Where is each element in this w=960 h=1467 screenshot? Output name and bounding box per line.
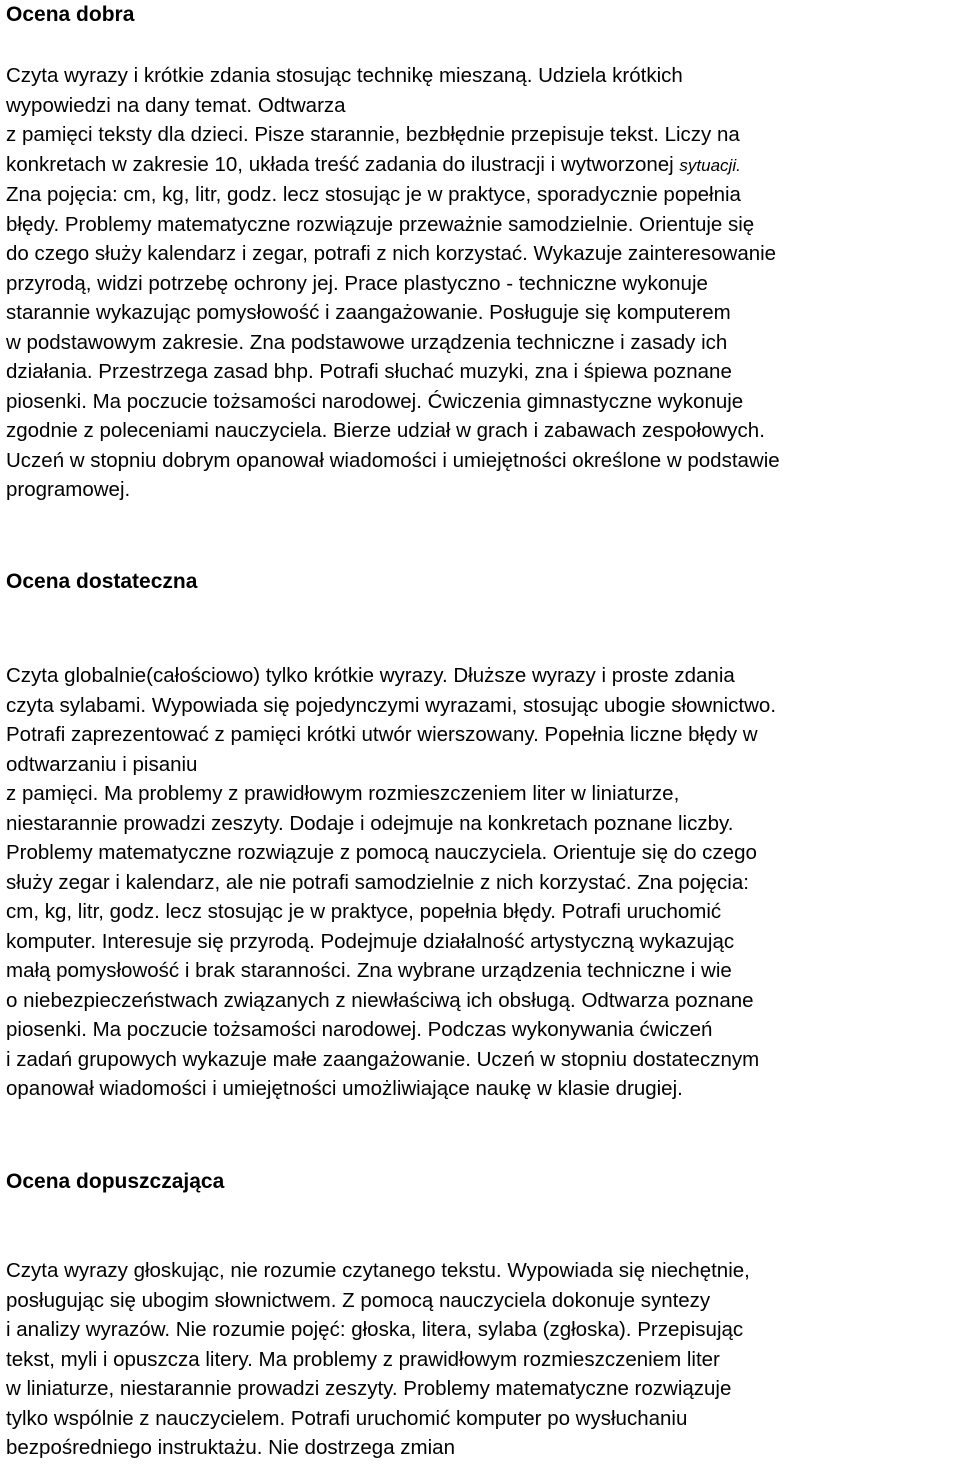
body-line: piosenki. Ma poczucie tożsamości narodowej. Ćwiczenia gimnastyczne wykonuje [6, 389, 744, 413]
section-body [6, 61, 956, 505]
body-line: tylko wspólnie z nauczycielem. Potrafi uruchomić komputer po wysłuchaniu [6, 1406, 688, 1430]
body-line: tekst, myli i opuszcza litery. Ma problemy z prawidłowym rozmieszczeniem liter [6, 1347, 720, 1371]
section-body [6, 661, 956, 1104]
body-line: i zadań grupowych wykazuje małe zaangażowanie. Uczeń w stopniu dostatecznym [6, 1047, 760, 1071]
body-line: Czyta globalnie(całościowo) tylko krótkie wyrazy. Dłuższe wyrazy i proste zdania [6, 664, 735, 687]
body-line: Uczeń w stopniu dobrym opanował wiadomości i umiejętności określone w podstawie [6, 448, 780, 472]
body-line: komputer. Interesuje się przyrodą. Podejmuje działalność artystyczną wykazując [6, 929, 735, 953]
body-line: Czyta wyrazy głoskując, nie rozumie czytanego tekstu. Wypowiada się niechętnie, [6, 1259, 750, 1282]
section-heading: Ocena dobra [6, 3, 135, 26]
body-line: piosenki. Ma poczucie tożsamości narodowej. Podczas wykonywania ćwiczeń [6, 1018, 713, 1041]
body-line: i analizy wyrazów. Nie rozumie pojęć: głoska, litera, sylaba (zgłoska). Przepisując [6, 1318, 744, 1341]
body-line: cm, kg, litr, godz. lecz stosując je w praktyce, popełnia błędy. Potrafi uruchomić [6, 900, 722, 923]
body-line: zgodnie z poleceniami nauczyciela. Bierze udział w grach i zabawach zespołowych. [6, 419, 765, 442]
body-line: przyrodą, widzi potrzebę ochrony jej. Prace plastyczno - techniczne wykonuje [6, 271, 708, 295]
body-line: o niebezpieczeństwach związanych z niewłaściwą ich obsługą. Odtwarza poznane [6, 988, 754, 1012]
section-heading: Ocena dopuszczająca [6, 1170, 225, 1193]
body-line: starannie wykazując pomysłowość i zaangażowanie. Posługuje się komputerem [6, 301, 731, 324]
body-line: służy zegar i kalendarz, ale nie potrafi samodzielnie z nich korzystać. Zna pojęcia: [6, 870, 749, 894]
body-line: Potrafi zaprezentować z pamięci krótki utwór wierszowany. Popełnia liczne błędy w [6, 723, 758, 746]
body-line: Zna pojęcia: cm, kg, litr, godz. lecz stosując je w praktyce, sporadycznie popełnia [6, 183, 741, 206]
body-line: do czego służy kalendarz i zegar, potrafi z nich korzystać. Wykazuje zainteresowanie [6, 242, 777, 265]
body-line: w liniaturze, niestarannie prowadzi zeszyty. Problemy matematyczne rozwiązuje [6, 1377, 732, 1400]
section-body [6, 1256, 956, 1463]
body-line: w podstawowym zakresie. Zna podstawowe urządzenia techniczne i zasady ich [6, 330, 728, 354]
body-line: opanował wiadomości i umiejętności umożliwiające naukę w klasie drugiej. [6, 1077, 683, 1100]
body-line-text: konkretach w zakresie 10, układa treść zadania do ilustracji i wytworzonej [6, 152, 680, 176]
body-line: Problemy matematyczne rozwiązuje z pomocą nauczyciela. Orientuje się do czego [6, 841, 757, 864]
body-line: czyta sylabami. Wypowiada się pojedynczymi wyrazami, stosując ubogie słownictwo. [6, 693, 777, 717]
body-line: wypowiedzi na dany temat. Odtwarza [6, 93, 346, 117]
body-line: odtwarzaniu i pisaniu [6, 752, 198, 776]
body-line-with-italic [6, 150, 956, 181]
italic-fragment: sytuacji. [679, 155, 741, 175]
section-heading: Ocena dostateczna [6, 570, 198, 593]
body-line: działania. Przestrzega zasad bhp. Potrafi słuchać muzyki, zna i śpiewa poznane [6, 360, 732, 383]
body-line: z pamięci teksty dla dzieci. Pisze starannie, bezbłędnie przepisuje tekst. Liczy na [6, 123, 740, 146]
body-line: Czyta wyrazy i krótkie zdania stosując technikę mieszaną. Udziela krótkich [6, 64, 683, 87]
body-line: małą pomysłowość i brak staranności. Zna wybrane urządzenia techniczne i wie [6, 959, 732, 982]
body-line: posługując się ubogim słownictwem. Z pomocą nauczyciela dokonuje syntezy [6, 1288, 711, 1312]
body-line: z pamięci. Ma problemy z prawidłowym rozmieszczeniem liter w liniaturze, [6, 782, 680, 805]
body-line: błędy. Problemy matematyczne rozwiązuje przeważnie samodzielnie. Orientuje się [6, 212, 755, 236]
body-line: bezpośredniego instruktażu. Nie dostrzega zmian [6, 1436, 455, 1459]
body-line: programowej. [6, 478, 131, 501]
body-line: niestarannie prowadzi zeszyty. Dodaje i odejmuje na konkretach poznane liczby. [6, 811, 734, 835]
